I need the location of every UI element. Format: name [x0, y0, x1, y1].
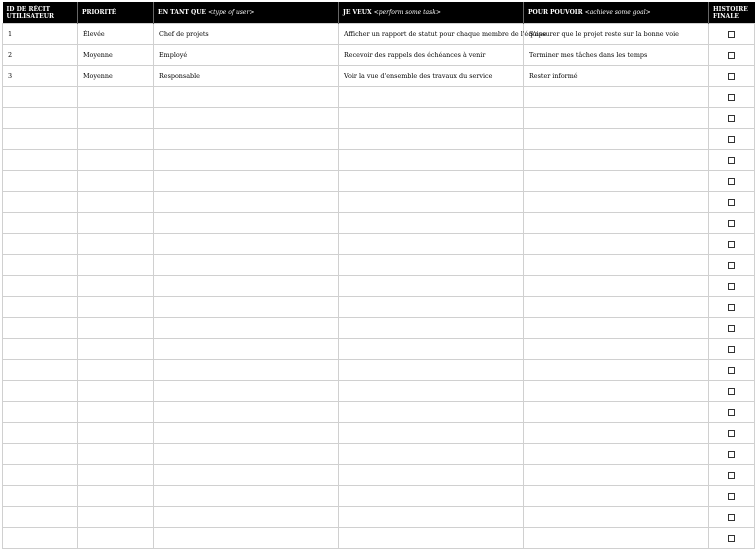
- final-story-cell: [709, 213, 755, 234]
- header-as-a-hint: <type of user>: [208, 9, 255, 16]
- goal-cell[interactable]: [524, 150, 709, 171]
- table-row: [3, 381, 755, 402]
- header-as-a: EN TANT QUE <type of user>: [154, 2, 339, 24]
- goal-cell[interactable]: Rester informé: [524, 66, 709, 87]
- final-story-cell: [709, 465, 755, 486]
- priority-cell[interactable]: Élevée: [78, 24, 154, 45]
- goal-cell[interactable]: [524, 339, 709, 360]
- goal-cell[interactable]: [524, 192, 709, 213]
- final-story-checkbox[interactable]: [728, 73, 735, 80]
- table-row: [3, 66, 755, 87]
- table-row: [3, 360, 755, 381]
- priority-cell[interactable]: [78, 87, 154, 108]
- final-story-cell: [709, 339, 755, 360]
- goal-cell[interactable]: [524, 171, 709, 192]
- user-type-cell[interactable]: [154, 276, 339, 297]
- user-type-cell[interactable]: [154, 339, 339, 360]
- task-cell[interactable]: [339, 213, 524, 234]
- final-story-cell: [709, 381, 755, 402]
- user-type-cell[interactable]: [154, 486, 339, 507]
- priority-cell[interactable]: [78, 150, 154, 171]
- task-cell[interactable]: [339, 192, 524, 213]
- table-row: [3, 255, 755, 276]
- priority-cell[interactable]: [78, 360, 154, 381]
- goal-cell[interactable]: [524, 213, 709, 234]
- goal-cell[interactable]: [524, 297, 709, 318]
- final-story-cell: [709, 66, 755, 87]
- header-so-that-hint: <achieve some goal>: [584, 9, 651, 16]
- table-row: [3, 423, 755, 444]
- priority-cell[interactable]: [78, 444, 154, 465]
- task-cell[interactable]: [339, 465, 524, 486]
- final-story-checkbox[interactable]: [728, 115, 735, 122]
- final-story-cell: [709, 507, 755, 528]
- user-type-cell[interactable]: [154, 213, 339, 234]
- goal-cell[interactable]: [524, 444, 709, 465]
- final-story-cell: [709, 129, 755, 150]
- task-cell[interactable]: [339, 234, 524, 255]
- final-story-checkbox[interactable]: [728, 367, 735, 374]
- final-story-checkbox[interactable]: [728, 325, 735, 332]
- table-row: [3, 45, 755, 66]
- task-cell[interactable]: [339, 339, 524, 360]
- priority-cell[interactable]: [78, 318, 154, 339]
- header-row: [3, 2, 755, 24]
- user-type-cell[interactable]: [154, 150, 339, 171]
- goal-cell[interactable]: [524, 255, 709, 276]
- final-story-cell: [709, 24, 755, 45]
- goal-cell[interactable]: [524, 87, 709, 108]
- final-story-checkbox[interactable]: [728, 451, 735, 458]
- final-story-cell: [709, 318, 755, 339]
- table-row: [3, 402, 755, 423]
- story-id-cell[interactable]: [3, 444, 78, 465]
- goal-cell[interactable]: [524, 129, 709, 150]
- final-story-checkbox[interactable]: [728, 220, 735, 227]
- task-cell[interactable]: [339, 402, 524, 423]
- priority-cell[interactable]: [78, 402, 154, 423]
- final-story-cell: [709, 528, 755, 549]
- user-type-cell[interactable]: [154, 129, 339, 150]
- task-cell[interactable]: [339, 171, 524, 192]
- story-id-cell[interactable]: [3, 465, 78, 486]
- final-story-cell: [709, 486, 755, 507]
- table-row: [3, 444, 755, 465]
- user-type-cell[interactable]: Employé: [154, 45, 339, 66]
- task-cell[interactable]: [339, 486, 524, 507]
- user-type-cell[interactable]: [154, 171, 339, 192]
- task-cell[interactable]: [339, 360, 524, 381]
- final-story-cell: [709, 402, 755, 423]
- goal-cell[interactable]: [524, 108, 709, 129]
- goal-cell[interactable]: [524, 486, 709, 507]
- final-story-cell: [709, 171, 755, 192]
- story-id-cell[interactable]: [3, 276, 78, 297]
- final-story-checkbox[interactable]: [728, 430, 735, 437]
- final-story-checkbox[interactable]: [728, 388, 735, 395]
- user-type-cell[interactable]: [154, 87, 339, 108]
- header-final-story: HISTOIRE FINALE: [709, 2, 755, 24]
- user-type-cell[interactable]: [154, 192, 339, 213]
- user-type-cell[interactable]: [154, 297, 339, 318]
- goal-cell[interactable]: [524, 423, 709, 444]
- story-id-cell[interactable]: [3, 318, 78, 339]
- story-id-cell[interactable]: [3, 255, 78, 276]
- priority-cell[interactable]: [78, 528, 154, 549]
- table-row: [3, 150, 755, 171]
- user-type-cell[interactable]: Chef de projets: [154, 24, 339, 45]
- table-row: [3, 129, 755, 150]
- goal-cell[interactable]: [524, 276, 709, 297]
- story-id-cell[interactable]: [3, 297, 78, 318]
- final-story-cell: [709, 360, 755, 381]
- table-row: [3, 339, 755, 360]
- table-row: [3, 297, 755, 318]
- final-story-checkbox[interactable]: [728, 199, 735, 206]
- story-id-cell[interactable]: [3, 108, 78, 129]
- priority-cell[interactable]: [78, 129, 154, 150]
- final-story-cell: [709, 87, 755, 108]
- goal-cell[interactable]: Terminer mes tâches dans les temps: [524, 45, 709, 66]
- final-story-cell: [709, 423, 755, 444]
- task-cell[interactable]: [339, 528, 524, 549]
- user-type-cell[interactable]: [154, 360, 339, 381]
- final-story-cell: [709, 444, 755, 465]
- user-type-cell[interactable]: [154, 234, 339, 255]
- table-row: [3, 171, 755, 192]
- story-id-cell[interactable]: [3, 150, 78, 171]
- task-cell[interactable]: [339, 129, 524, 150]
- story-id-cell[interactable]: [3, 423, 78, 444]
- final-story-cell: [709, 255, 755, 276]
- table-row: [3, 87, 755, 108]
- final-story-checkbox[interactable]: [728, 52, 735, 59]
- goal-cell[interactable]: [524, 465, 709, 486]
- header-so-that: POUR POUVOIR <achieve some goal>: [524, 2, 709, 24]
- goal-cell[interactable]: [524, 318, 709, 339]
- user-type-cell[interactable]: [154, 528, 339, 549]
- story-id-cell[interactable]: [3, 213, 78, 234]
- user-type-cell[interactable]: [154, 507, 339, 528]
- task-cell[interactable]: [339, 108, 524, 129]
- final-story-checkbox[interactable]: [728, 262, 735, 269]
- user-type-cell[interactable]: [154, 402, 339, 423]
- final-story-checkbox[interactable]: [728, 304, 735, 311]
- story-id-cell[interactable]: [3, 87, 78, 108]
- task-cell[interactable]: [339, 318, 524, 339]
- final-story-checkbox[interactable]: [728, 283, 735, 290]
- user-type-cell[interactable]: [154, 381, 339, 402]
- goal-cell[interactable]: S'assurer que le projet reste sur la bonne voie: [524, 24, 709, 45]
- final-story-cell: [709, 297, 755, 318]
- final-story-cell: [709, 45, 755, 66]
- final-story-checkbox[interactable]: [728, 241, 735, 248]
- task-cell[interactable]: [339, 444, 524, 465]
- final-story-checkbox[interactable]: [728, 157, 735, 164]
- story-id-cell[interactable]: [3, 486, 78, 507]
- task-cell[interactable]: [339, 276, 524, 297]
- table-row: [3, 213, 755, 234]
- table-row: [3, 234, 755, 255]
- priority-cell[interactable]: [78, 465, 154, 486]
- story-id-cell[interactable]: 1: [3, 24, 78, 45]
- final-story-cell: [709, 276, 755, 297]
- story-id-cell[interactable]: [3, 171, 78, 192]
- final-story-checkbox[interactable]: [728, 472, 735, 479]
- user-stories-sheet: [2, 2, 754, 549]
- table-row: [3, 528, 755, 549]
- goal-cell[interactable]: [524, 402, 709, 423]
- final-story-checkbox[interactable]: [728, 409, 735, 416]
- table-row: [3, 276, 755, 297]
- table-row: [3, 318, 755, 339]
- priority-cell[interactable]: [78, 423, 154, 444]
- user-stories-table: [2, 2, 755, 549]
- table-row: [3, 24, 755, 45]
- final-story-cell: [709, 108, 755, 129]
- story-id-cell[interactable]: [3, 360, 78, 381]
- task-cell[interactable]: Afficher un rapport de statut pour chaque membre de l'équipe: [339, 24, 524, 45]
- goal-cell[interactable]: [524, 528, 709, 549]
- goal-cell[interactable]: [524, 360, 709, 381]
- user-type-cell[interactable]: [154, 108, 339, 129]
- final-story-checkbox[interactable]: [728, 493, 735, 500]
- task-cell[interactable]: [339, 297, 524, 318]
- goal-cell[interactable]: [524, 381, 709, 402]
- header-priority: PRIORITÉ: [78, 2, 154, 24]
- table-body: [3, 24, 755, 549]
- task-cell[interactable]: [339, 381, 524, 402]
- final-story-cell: [709, 192, 755, 213]
- story-id-cell[interactable]: [3, 402, 78, 423]
- priority-cell[interactable]: [78, 213, 154, 234]
- final-story-checkbox[interactable]: [728, 535, 735, 542]
- table-row: [3, 507, 755, 528]
- story-id-cell[interactable]: 3: [3, 66, 78, 87]
- priority-cell[interactable]: [78, 276, 154, 297]
- priority-cell[interactable]: [78, 234, 154, 255]
- final-story-checkbox[interactable]: [728, 94, 735, 101]
- priority-cell[interactable]: [78, 486, 154, 507]
- user-type-cell[interactable]: Responsable: [154, 66, 339, 87]
- task-cell[interactable]: [339, 423, 524, 444]
- priority-cell[interactable]: [78, 507, 154, 528]
- task-cell[interactable]: [339, 255, 524, 276]
- header-story-id: ID DE RÉCIT UTILISATEUR: [3, 2, 78, 24]
- task-cell[interactable]: [339, 507, 524, 528]
- task-cell[interactable]: [339, 150, 524, 171]
- story-id-cell[interactable]: [3, 339, 78, 360]
- final-story-checkbox[interactable]: [728, 178, 735, 185]
- goal-cell[interactable]: [524, 507, 709, 528]
- story-id-cell[interactable]: [3, 528, 78, 549]
- priority-cell[interactable]: [78, 255, 154, 276]
- priority-cell[interactable]: [78, 171, 154, 192]
- story-id-cell[interactable]: 2: [3, 45, 78, 66]
- final-story-cell: [709, 234, 755, 255]
- final-story-cell: [709, 150, 755, 171]
- priority-cell[interactable]: [78, 297, 154, 318]
- user-type-cell[interactable]: [154, 465, 339, 486]
- table-row: [3, 192, 755, 213]
- story-id-cell[interactable]: [3, 507, 78, 528]
- goal-cell[interactable]: [524, 234, 709, 255]
- task-cell[interactable]: [339, 87, 524, 108]
- priority-cell[interactable]: [78, 108, 154, 129]
- priority-cell[interactable]: [78, 192, 154, 213]
- user-type-cell[interactable]: [154, 255, 339, 276]
- final-story-checkbox[interactable]: [728, 136, 735, 143]
- table-row: [3, 108, 755, 129]
- final-story-checkbox[interactable]: [728, 31, 735, 38]
- header-i-want-hint: <perform some task>: [373, 9, 441, 16]
- header-i-want: JE VEUX <perform some task>: [339, 2, 524, 24]
- priority-cell[interactable]: [78, 381, 154, 402]
- table-row: [3, 465, 755, 486]
- story-id-cell[interactable]: [3, 129, 78, 150]
- priority-cell[interactable]: Moyenne: [78, 45, 154, 66]
- story-id-cell[interactable]: [3, 381, 78, 402]
- user-type-cell[interactable]: [154, 423, 339, 444]
- story-id-cell[interactable]: [3, 192, 78, 213]
- table-row: [3, 486, 755, 507]
- task-cell[interactable]: Voir la vue d'ensemble des travaux du service: [339, 66, 524, 87]
- final-story-checkbox[interactable]: [728, 514, 735, 521]
- task-cell[interactable]: Recevoir des rappels des échéances à venir: [339, 45, 524, 66]
- user-type-cell[interactable]: [154, 444, 339, 465]
- priority-cell[interactable]: Moyenne: [78, 66, 154, 87]
- final-story-checkbox[interactable]: [728, 346, 735, 353]
- story-id-cell[interactable]: [3, 234, 78, 255]
- user-type-cell[interactable]: [154, 318, 339, 339]
- priority-cell[interactable]: [78, 339, 154, 360]
